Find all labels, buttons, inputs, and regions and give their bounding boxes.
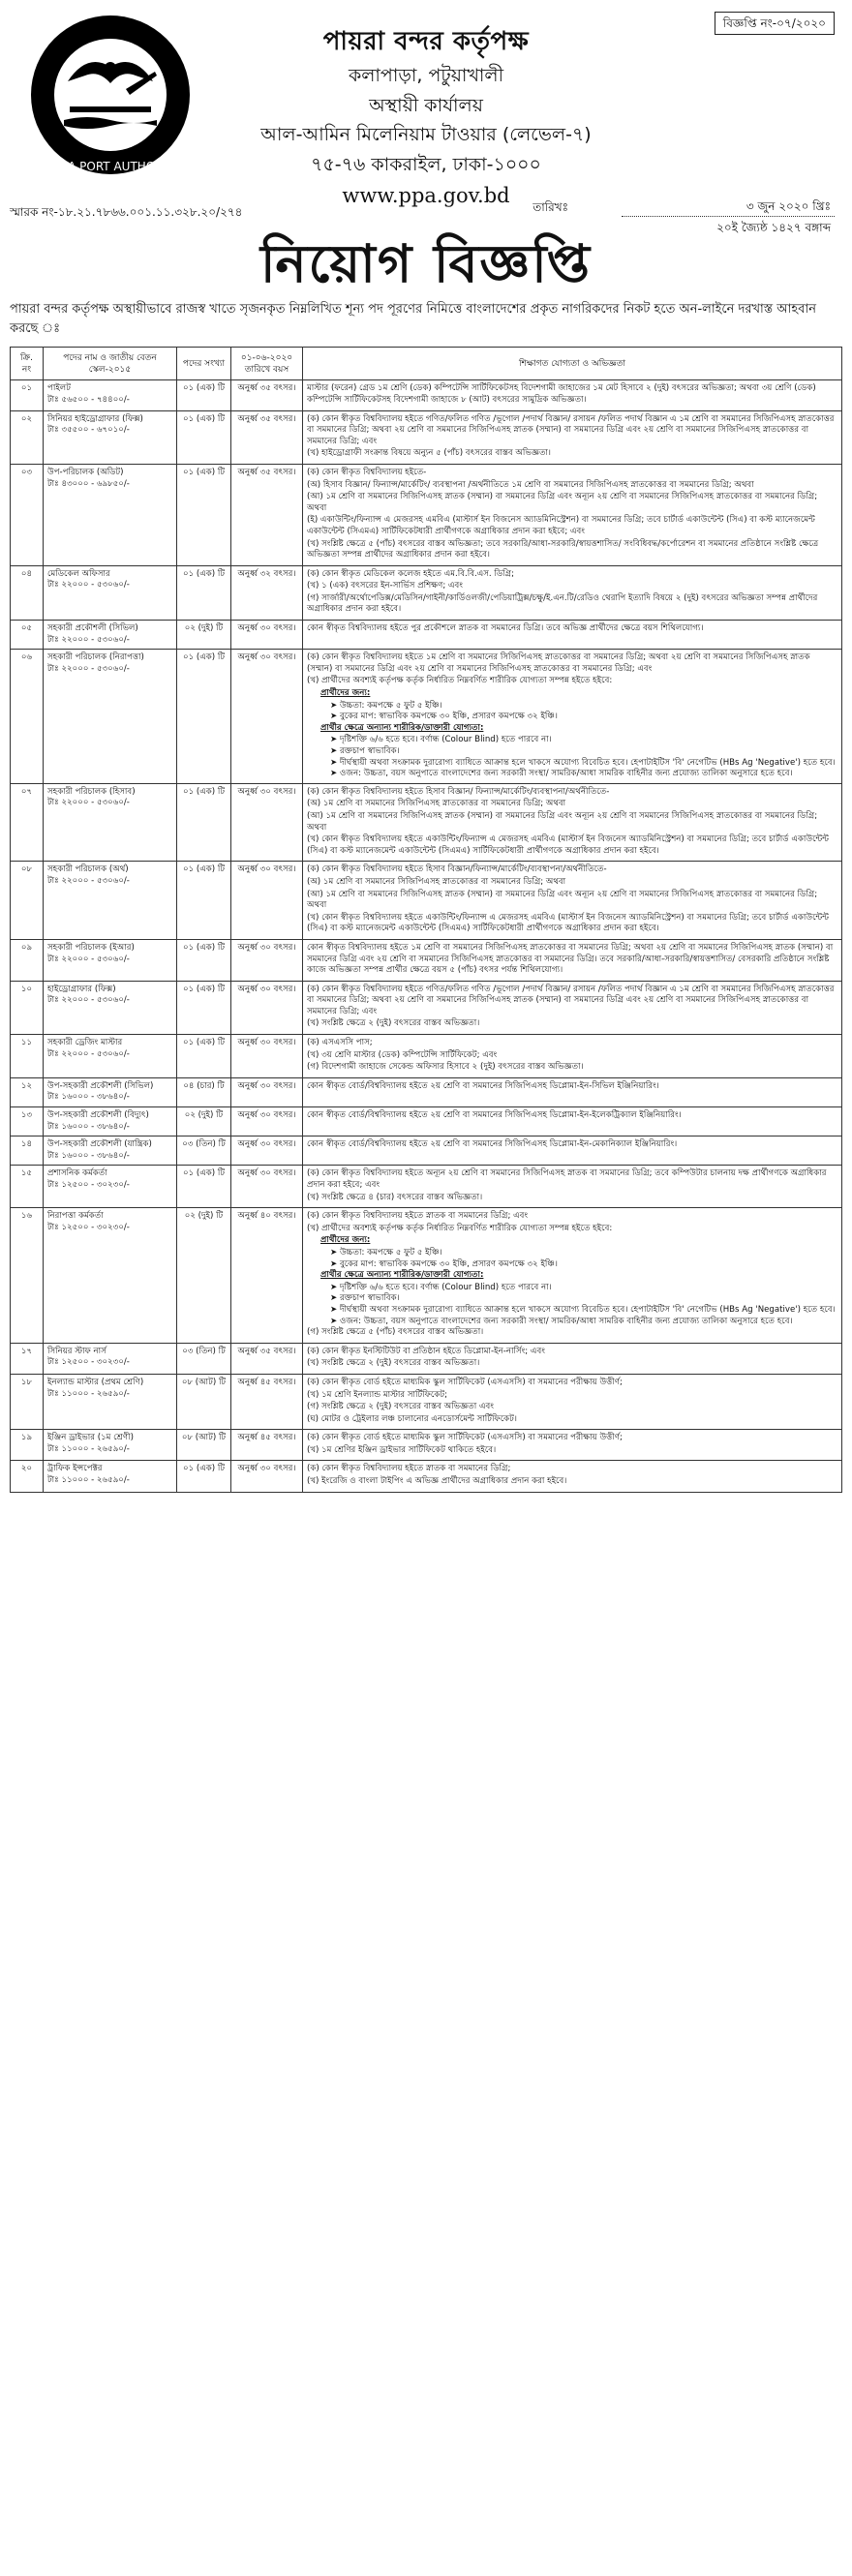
post-count-cell: ০১ (এক) টি	[177, 862, 231, 940]
qualification-line: (অ) ১ম শ্রেণি বা সমমানের সিজিপিএসহ স্নাতকোত্তর বা সমমানের ডিগ্রি; অথবা	[307, 799, 566, 809]
qualification-line: (খ) সংশ্লিষ্ট ক্ষেত্রে ৫ (পাঁচ) বৎসরের বাস্তব অভিজ্ঞতা; তবে সরকারি/আধা-সরকারি/স্বায়ত্তশাসিত/ সংবিধিবদ্ধ/কর্পোরেশন বা সমমানের প্রতিষ্ঠানে সংশ্লিষ্ট ক্ষেত্রে অভিজ্ঞতা সম্পন্ন প্রার্থীদের অগ্রাধিকার প্রদান করা হইবে।	[307, 538, 819, 561]
qualification-cell	[303, 464, 842, 565]
age-limit-cell: অনুর্ধ্ব ৩০ বৎসর।	[231, 1166, 303, 1208]
post-name: সিনিয়র স্টাফ নার্স	[47, 1346, 106, 1356]
serial-cell: ০৮	[11, 862, 44, 940]
age-limit-cell: অনুর্ধ্ব ৩২ বৎসর।	[231, 565, 303, 620]
org-location: কলাপাড়া, পটুয়াখালী	[348, 65, 504, 87]
qualification-line: (গ) সংশ্লিষ্ট ক্ষেত্রে ২ (দুই) বৎসরের বাস্তব অভিজ্ঞতা এবং	[307, 1402, 494, 1412]
qualification-line: (ক) কোন স্বীকৃত বিশ্ববিদ্যালয় হইতে স্নাতক বা সমমানের ডিগ্রি;	[307, 1464, 511, 1474]
table-row	[11, 939, 842, 981]
qualification-line: (ক) কোন স্বীকৃত বিশ্ববিদ্যালয় হইতে গণিত/ফলিত গণিত /ভূগোল /পদার্থ বিজ্ঞান/ রসায়ন /ফলিত পদার্থ বিজ্ঞান এ ১ম শ্রেণি বা সমমানের সিজিপিএসহ স্নাতকোত্তর বা সমমানের ডিগ্রি; অথবা ২য় শ্রেণি বা সমমানের সিজিপিএসহ স্নাতক (সম্মান) বা সমমানের ডিগ্রি এবং ২য় শ্রেণি বা সমমানের সিজিপিএসহ স্নাতকোত্তর বা সমমানের ডিগ্রি; এবং	[307, 413, 835, 446]
pay-scale: টাঃ ১৬০০০ - ৩৮৬৪০/-	[47, 1150, 130, 1161]
organization-block	[10, 25, 842, 209]
requirement-list	[307, 1248, 837, 1270]
logo-text: PAYRA PORT AUTHORITY	[40, 160, 181, 173]
table-row	[11, 1374, 842, 1429]
qualification-cell	[303, 783, 842, 862]
age-limit-cell: অনুর্ধ্ব ৩০ বৎসর।	[231, 1077, 303, 1106]
qualification-line: (আ) ১ম শ্রেণি বা সমমানের সিজিপিএসহ স্নাতক (সম্মান) বা সমমানের ডিগ্রি এবং অন্যূন ২য় শ্রেণি বা সমমানের সিজিপিএসহ স্নাতকোত্তর বা সমমানের ডিগ্রি; অথবা	[307, 492, 818, 513]
qualification-line: (গ) সার্জারী/অর্থোপেডিক্স/মেডিসিন/গাইনী/কার্ডিওলজী/পেডিয়াট্রিক্স/চক্ষু/ই.এন.টি/রেডিও থেরাপি ইত্যাদি বিষয়ে ২ (দুই) বৎসরের অভিজ্ঞতা সম্পন্ন প্রার্থীদের অগ্রাধিকার প্রদান করা হইবে।	[307, 592, 818, 615]
qualification-line: (ক) কোন স্বীকৃত বিশ্ববিদ্যালয় হইতে হিসাব বিজ্ঞান/ ফিন্যান্স/মার্কেটিং/ব্যবস্থাপনা/অর্থনীতিতে-	[307, 786, 610, 797]
age-limit-cell: অনুর্ধ্ব ৪০ বৎসর।	[231, 1208, 303, 1344]
pay-scale: টাঃ ১২৫০০ - ৩০২৩০/-	[47, 1222, 130, 1232]
qualification-line: কোন স্বীকৃত বোর্ড/বিশ্ববিদ্যালয় হইতে ২য় শ্রেণি বা সমমানের সিজিপিএসহ ডিপ্লোমা-ইন-সিভিল ইঞ্জিনিয়ারিং।	[307, 1080, 659, 1091]
pay-scale: টাঃ ৫৬৫০০ - ৭৪৪০০/-	[47, 394, 130, 405]
qualification-cell	[303, 1343, 842, 1374]
pay-scale: টাঃ ১৬০০০ - ৩৮৬৪০/-	[47, 1092, 130, 1103]
table-row	[11, 650, 842, 784]
qualification-cell	[303, 1136, 842, 1166]
serial-cell: ০৫	[11, 621, 44, 650]
serial-cell: ১৪	[11, 1136, 44, 1166]
post-cell	[44, 1107, 177, 1136]
qualification-line: (ক) কোন স্বীকৃত বোর্ড হইতে মাধ্যমিক স্কুল সার্টিফিকেট (এসএসসি) বা সমমানের পরীক্ষায় উত্তীর্ণ;	[307, 1377, 623, 1387]
org-name: পায়রা বন্দর কর্তৃপক্ষ	[322, 27, 530, 56]
qualification-cell	[303, 1430, 842, 1461]
requirement-item: ➤ দীর্ঘস্থায়ী অথবা সংক্রামক দুরারোগ্য ব্যাধিতে আক্রান্ত হলে খাকসে অযোগ্য বিবেচিত হবে। হেপাটাইটিস 'বি' নেগেটিভ (HBs Ag 'Negative') হতে হবে।	[330, 758, 837, 770]
requirement-item: ➤ দীর্ঘস্থায়ী অথবা সংক্রামক দুরারোগ্য ব্যাধিতে আক্রান্ত হলে খাকসে অযোগ্য বিবেচিত হবে। হেপাটাইটিস 'বি' নেগেটিভ (HBs Ag 'Negative') হতে হবে।	[330, 1305, 837, 1317]
org-address: ৭৫-৭৬ কাকরাইল, ঢাকা-১০০০	[311, 154, 541, 176]
serial-cell: ১২	[11, 1077, 44, 1106]
post-cell	[44, 783, 177, 862]
serial-cell: ০৯	[11, 939, 44, 981]
requirement-item: ➤ রক্তচাপ স্বাভাবিক।	[330, 1293, 837, 1305]
requirement-subheading: প্রার্থীর ক্ষেত্রে অন্যান্য শারীরিক/ডাক্তারী যোগ্যতা:	[320, 722, 484, 733]
post-count-cell: ০২ (দুই) টি	[177, 1107, 231, 1136]
qualification-line: মাস্টার (ফরেন) গ্রেড ১ম শ্রেণি (ডেক) কম্পিটেন্সি সার্টিফিকেটসহ বিদেশগামী জাহাজের ১ম মেট হিসাবে ২ (দুই) বৎসরের অভিজ্ঞতা; অথবা ৩য় শ্রেণি (ডেক) কম্পিটেন্সি সার্টিফিকেটসহ বিদেশগামী জাহাজে ৮ (আট) বৎসরের সামুদ্রিক অভিজ্ঞতা।	[307, 383, 816, 405]
qualification-line: (ক) কোন স্বীকৃত বিশ্ববিদ্যালয় হইতে স্নাতক বা সমমানের ডিগ্রি; এবং	[307, 1211, 529, 1222]
serial-cell: ১৮	[11, 1374, 44, 1429]
post-count-cell: ০১ (এক) টি	[177, 464, 231, 565]
qualification-line: (অ) ১ম শ্রেণি বা সমমানের সিজিপিএসহ স্নাতকোত্তর বা সমমানের ডিগ্রি; অথবা	[307, 876, 566, 887]
table-row	[11, 1208, 842, 1344]
requirement-list	[307, 1283, 837, 1327]
qualification-line: (আ) ১ম শ্রেণি বা সমমানের সিজিপিএসহ স্নাতক (সম্মান) বা সমমানের ডিগ্রি এবং অন্যূন ২য় শ্রেণি বা সমমানের সিজিপিএসহ স্নাতকোত্তর বা সমমানের ডিগ্রি; অথবা	[307, 810, 818, 833]
col-header-count: পদের সংখ্যা	[177, 348, 231, 380]
table-row	[11, 380, 842, 410]
age-limit-cell: অনুর্ধ্ব ৩০ বৎসর।	[231, 981, 303, 1034]
post-count-cell: ০২ (দুই) টি	[177, 1208, 231, 1344]
post-count-cell: ০৩ (তিন) টি	[177, 1343, 231, 1374]
col-header-age: ০১-০৬-২০২০ তারিখে বয়স	[231, 348, 303, 380]
post-count-cell: ০১ (এক) টি	[177, 1461, 231, 1492]
age-limit-cell: অনুর্ধ্ব ৩৫ বৎসর।	[231, 1343, 303, 1374]
table-row	[11, 621, 842, 650]
requirement-item: ➤ বুকের মাপ: স্বাভাবিক কমপক্ষে ৩০ ইঞ্চি, প্রসারণ কমপক্ষে ৩২ ইঞ্চি।	[330, 1259, 837, 1271]
pay-scale: টাঃ ২২০০০ - ৫৩০৬০/-	[47, 1048, 130, 1059]
age-limit-cell: অনুর্ধ্ব ৩০ বৎসর।	[231, 939, 303, 981]
table-row	[11, 464, 842, 565]
qualification-line: (ক) কোন স্বীকৃত বোর্ড হইতে মাধ্যমিক স্কুল সার্টিফিকেট (এসএসসি) বা সমমানের পরীক্ষায় উত্তীর্ণ;	[307, 1433, 623, 1443]
pay-scale: টাঃ ১২৫০০ - ৩০২৩০/-	[47, 1357, 130, 1368]
requirement-list	[307, 735, 837, 779]
post-name: সহকারী প্রকৌশলী (সিভিল)	[47, 623, 138, 634]
qualification-line: (ক) কোন স্বীকৃত ইনস্টিটিউট বা প্রতিষ্ঠান হইতে ডিপ্লোমা-ইন-নার্সিং; এবং	[307, 1346, 545, 1356]
age-limit-cell: অনুর্ধ্ব ৩৫ বৎসর।	[231, 410, 303, 464]
qualification-line: (ক) কোন স্বীকৃত বিশ্ববিদ্যালয় হইতে হিসাব বিজ্ঞান/ফিন্যান্স/মার্কেটিং/ব্যবস্থাপনা/অর্থনীতিতে-	[307, 864, 607, 875]
post-name: সহকারী ড্রেজিং মাস্টার	[47, 1038, 123, 1048]
post-cell	[44, 862, 177, 940]
requirement-item: ➤ দৃষ্টিশক্তি ৬/৬ হতে হবে। বর্ণান্ধ (Colour Blind) হতে পারবে না।	[330, 1283, 837, 1294]
post-count-cell: ০১ (এক) টি	[177, 783, 231, 862]
qualification-line: (খ) প্রার্থীদের অবশ্যই কর্তৃপক্ষ কর্তৃক নির্ধারিত নিম্নবর্ণিত শারীরিক যোগ্যতা সম্পন্ন হইতে হইবে:	[307, 676, 613, 686]
post-name: ইনল্যান্ড মাস্টার (প্রথম শ্রেণি)	[47, 1377, 144, 1387]
qualification-line: (খ) হাইড্রোগ্রাফী সংক্রান্ত বিষয়ে অন্যুন ৫ (পাঁচ) বৎসরের বাস্তব অভিজ্ঞতা।	[307, 448, 551, 459]
post-name: সহকারী পরিচালক (ইআর)	[47, 942, 135, 953]
serial-cell: ০৬	[11, 650, 44, 784]
post-count-cell: ০৪ (চার) টি	[177, 1077, 231, 1106]
qualification-cell	[303, 650, 842, 784]
qualification-line: কোন স্বীকৃত বোর্ড/বিশ্ববিদ্যালয় হইতে ২য় শ্রেণি বা সমমানের সিজিপিএসহ ডিপ্লোমা-ইন-ইলেকট্রিক্যাল ইঞ্জিনিয়ারিং।	[307, 1110, 682, 1121]
qualification-line: (খ) সংশ্লিষ্ট ক্ষেত্রে ৪ (চার) বৎসরের বাস্তব অভিজ্ঞতা।	[307, 1192, 483, 1202]
qualification-line: (খ) সংশ্লিষ্ট ক্ষেত্রে ২ (দুই) বৎসরের বাস্তব অভিজ্ঞতা।	[307, 1018, 480, 1029]
qualification-cell	[303, 380, 842, 410]
qualification-line: (ক) এসএসসি পাস;	[307, 1038, 373, 1048]
post-cell	[44, 1430, 177, 1461]
requirement-list	[307, 701, 837, 723]
post-cell	[44, 1077, 177, 1106]
post-count-cell: ০১ (এক) টি	[177, 981, 231, 1034]
requirement-item: ➤ দৃষ্টিশক্তি ৬/৬ হতে হবে। বর্ণান্ধ (Colour Blind) হতে পারবে না।	[330, 735, 837, 746]
pay-scale: টাঃ ২২০০০ - ৫৩০৬০/-	[47, 634, 130, 645]
post-count-cell: ০১ (এক) টি	[177, 410, 231, 464]
serial-cell: ১৬	[11, 1208, 44, 1344]
org-website[interactable]: www.ppa.gov.bd	[342, 183, 510, 207]
age-limit-cell: অনুর্ধ্ব ৩৫ বৎসর।	[231, 464, 303, 565]
post-cell	[44, 981, 177, 1034]
pay-scale: টাঃ ২২০০০ - ৫৩০৬০/-	[47, 995, 130, 1006]
post-count-cell: ০৩ (তিন) টি	[177, 1136, 231, 1166]
table-row	[11, 981, 842, 1034]
post-cell	[44, 1166, 177, 1208]
date-gregorian: ৩ জুন ২০২০ খ্রিঃ	[622, 197, 835, 217]
requirement-item: ➤ বুকের মাপ: স্বাভাবিক কমপক্ষে ৩০ ইঞ্চি, প্রসারণ কমপক্ষে ৩২ ইঞ্চি।	[330, 712, 837, 723]
post-name: প্রশাসনিক কর্মকর্তা	[47, 1168, 107, 1179]
age-limit-cell: অনুর্ধ্ব ৩০ বৎসর।	[231, 1107, 303, 1136]
post-count-cell: ০১ (এক) টি	[177, 1166, 231, 1208]
qualification-line: (ক) কোন স্বীকৃত বিশ্ববিদ্যালয় হইতে গণিত/ফলিত গণিত /ভূগোল /পদার্থ বিজ্ঞান/ রসায়ন /ফলিত পদার্থ বিজ্ঞান এ ১ম শ্রেণি বা সমমানের সিজিপিএসহ স্নাতকোত্তর বা সমমানের ডিগ্রি; অথবা ২য় শ্রেণি বা সমমানের সিজিপিএসহ স্নাতক (সম্মান) বা সমমানের ডিগ্রি এবং ২য় শ্রেণি বা সমমানের সিজিপিএসহ স্নাতকোত্তর বা সমমানের ডিগ্রি; এবং	[307, 984, 835, 1016]
qualification-line: (ক) কোন স্বীকৃত বিশ্ববিদ্যালয় হইতে অন্যূন ২য় শ্রেণি বা সমমানের সিজিপিএসহ স্নাতক বা সমমানের ডিগ্রি; তবে কম্পিউটার চালনায় দক্ষ প্রার্থীগণকে অগ্রাধিকার প্রদান করা হইবে; এবং	[307, 1168, 827, 1190]
qualification-line: কোন স্বীকৃত বোর্ড/বিশ্ববিদ্যালয় হইতে ২য় শ্রেণি বা সমমানের সিজিপিএসহ ডিপ্লোমা-ইন-মেকানিক্যাল ইঞ্জিনিয়ারিং।	[307, 1139, 678, 1150]
col-header-serial: ক্রি. নং	[11, 348, 44, 380]
org-office: অস্থায়ী কার্যালয়	[369, 94, 483, 116]
qualification-cell	[303, 410, 842, 464]
post-count-cell: ০১ (এক) টি	[177, 939, 231, 981]
post-cell	[44, 1136, 177, 1166]
pay-scale: টাঃ ১১০০০ - ২৬৫৯০/-	[47, 1475, 130, 1486]
qualification-line: (খ) কোন স্বীকৃত বিশ্ববিদ্যালয় হইতে একাউন্টিং/ফিন্যান্স এ মেজরসহ এমবিএ (মাস্টার্স ইন বিজনেস অ্যাডমিনিস্ট্রেশন) বা সমমানের ডিগ্রি; তবে চার্টার্ড একাউন্টেন্ট (সিএ) বা কস্ট ম্যানেজমেন্ট একাউন্টেন্ট (সিএমএ) সার্টিফিকেটধারী প্রার্থীগণকে অগ্রাধিকার প্রদান করা হইবে।	[307, 912, 830, 934]
post-cell	[44, 650, 177, 784]
pay-scale: টাঃ ১১০০০ - ২৬৫৯০/-	[47, 1443, 130, 1454]
post-name: পাইলট	[47, 383, 71, 394]
qualification-cell	[303, 1077, 842, 1106]
date-block	[532, 197, 835, 238]
serial-cell: ১৭	[11, 1343, 44, 1374]
requirement-item: ➤ উচ্চতা: কমপক্ষে ৫ ফুট ৫ ইঞ্চি।	[330, 1248, 837, 1259]
page-title: নিয়োগ বিজ্ঞপ্তি	[259, 233, 593, 294]
memo-number: স্মারক নং-১৮.২১.৭৮৬৬.০০১.১১.৩২৮.২০/২৭৪	[10, 205, 243, 219]
post-count-cell: ০২ (দুই) টি	[177, 621, 231, 650]
qualification-line: (খ) প্রার্থীদের অবশ্যই কর্তৃপক্ষ কর্তৃক নির্ধারিত নিম্নবর্ণিত শারীরিক যোগ্যতা সম্পন্ন হইতে হইবে:	[307, 1223, 613, 1233]
qualification-cell	[303, 1166, 842, 1208]
post-cell	[44, 1035, 177, 1078]
qualification-line: (খ) ১ (এক) বৎসরের ইন-সার্ভিস প্রশিক্ষণ; এবং	[307, 581, 463, 591]
post-name: উপ-সহকারী প্রকৌশলী (বিদ্যুৎ)	[47, 1110, 149, 1121]
table-row	[11, 565, 842, 620]
qualification-line: (ক) কোন স্বীকৃত বিশ্ববিদ্যালয় হইতে-	[307, 467, 427, 477]
age-limit-cell: অনুর্ধ্ব ৩০ বৎসর।	[231, 621, 303, 650]
post-name: নিরাপত্তা কর্মকর্তা	[47, 1211, 104, 1222]
post-name: সহকারী পরিচালক (অর্থ)	[47, 864, 129, 875]
post-name: উপ-পরিচালক (অডিট)	[47, 467, 124, 477]
table-row	[11, 783, 842, 862]
post-name: ইঞ্জিন ড্রাইভার (১ম শ্রেণী)	[47, 1433, 134, 1443]
table-row	[11, 1107, 842, 1136]
post-count-cell: ০১ (এক) টি	[177, 1035, 231, 1078]
table-header-row	[11, 348, 842, 380]
qualification-line: (খ) ১ম শ্রেণি ইনল্যান্ড মাস্টার সার্টিফিকেট;	[307, 1389, 447, 1400]
qualification-line: (ক) কোন স্বীকৃত মেডিকেল কলেজ হইতে এম.বি.বি.এস. ডিগ্রি;	[307, 568, 514, 579]
qualification-line: কোন স্বীকৃত বিশ্ববিদ্যালয় হইতে ১ম শ্রেণি বা সমমানের সিজিপিএসহ স্নাতকোত্তর বা সমমানের ডিগ্রি; অথবা ২য় শ্রেণি বা সমমানের সিজিপিএসহ স্নাতক (সম্মান) বা সমমানের ডিগ্রি এবং ২য় শ্রেণি বা সমমানের সিজিপিএসহ স্নাতকোত্তর বা সমমানের ডিগ্রি। তবে সরকারি/আধা-সরকারি/স্বায়ত্তশাসিত/ বেসরকারি প্রতিষ্ঠানে সংশ্লিষ্ট কাজে অভিজ্ঞতা সম্পন্ন প্রার্থীর ক্ষেত্রে বয়স ৫ (পাঁচ) বৎসর পর্যন্ত শিথিলযোগ্য।	[307, 942, 834, 976]
table-row	[11, 862, 842, 940]
post-cell	[44, 1208, 177, 1344]
qualification-line: (ই) একাউন্টিং/ফিন্যান্স এ মেজরসহ এমবিএ (মাস্টার্স ইন বিজনেস অ্যাডমিনিস্ট্রেশন) বা সমমানের ডিগ্রি; তবে চার্টার্ড একাউন্টেন্ট (সিএ) বা কস্ট ম্যানেজমেন্ট একাউন্টেন্ট (সিএমএ) সার্টিফিকেটধারী প্রার্থীগণকে অগ্রাধিকার প্রদান করা হইবে; এবং	[307, 515, 815, 536]
intro-text: পায়রা বন্দর কর্তৃপক্ষ অস্থায়ীভাবে রাজস্ব খাতে সৃজনকৃত নিম্নলিখিত শূন্য পদ পূরণের নিমিত্তে বাংলাদেশের প্রকৃত নাগরিকদের নিকট হতে অন-লাইনে দরখাস্ত আহবান করছে ঃ	[10, 302, 817, 337]
post-cell	[44, 410, 177, 464]
qualification-line: (গ) বিদেশগামী জাহাজে সেকেন্ড অফিসার হিসাবে ২ (দুই) বৎসরের বাস্তব অভিজ্ঞতা।	[307, 1062, 584, 1073]
qualification-cell	[303, 1461, 842, 1492]
serial-cell: ০৪	[11, 565, 44, 620]
pay-scale: টাঃ ১২৫০০ - ৩০২৩০/-	[47, 1180, 130, 1190]
table-row	[11, 1343, 842, 1374]
serial-cell: ০৩	[11, 464, 44, 565]
post-count-cell: ০১ (এক) টি	[177, 380, 231, 410]
age-limit-cell: অনুর্ধ্ব ৩০ বৎসর।	[231, 650, 303, 784]
requirement-item: ➤ উচ্চতা: কমপক্ষে ৫ ফুট ৫ ইঞ্চি।	[330, 701, 837, 712]
age-limit-cell: অনুর্ধ্ব ৩০ বৎসর।	[231, 1035, 303, 1078]
post-cell	[44, 565, 177, 620]
qualification-line: (খ) ৩য় শ্রেণি মাস্টার (ডেক) কম্পিটেন্সি সার্টিফিকেট; এবং	[307, 1049, 498, 1060]
post-count-cell: ০১ (এক) টি	[177, 650, 231, 784]
pay-scale: টাঃ ৩৫৫০০ - ৬৭০১০/-	[47, 425, 130, 436]
qualification-cell	[303, 939, 842, 981]
qualification-cell	[303, 1208, 842, 1344]
post-cell	[44, 1374, 177, 1429]
post-name: সিনিয়র হাইড্রোগ্রাফার (ফিক্স)	[47, 413, 143, 424]
post-name: ট্রাফিক ইন্সপেক্টর	[47, 1464, 103, 1474]
date-label: তারিখঃ	[532, 200, 568, 214]
age-limit-cell: অনুর্ধ্ব ৩০ বৎসর।	[231, 862, 303, 940]
table-row	[11, 1136, 842, 1166]
col-header-qualification: শিক্ষাগত যোগ্যতা ও অভিজ্ঞতা	[303, 348, 842, 380]
qualification-line: (খ) কোন স্বীকৃত বিশ্ববিদ্যালয় হইতে একাউন্টিং/ফিন্যান্স এ মেজরসহ এমবিএ (মাস্টার্স ইন বিজনেস অ্যাডমিনিস্ট্রেশন) বা সমমানের ডিগ্রি; তবে চার্টার্ড একাউন্টেন্ট (সিএ) বা কস্ট ম্যানেজমেন্ট একাউন্টেন্ট (সিএমএ) সার্টিফিকেটধারী প্রার্থীগণকে অগ্রাধিকার প্রদান করা হইবে।	[307, 834, 830, 856]
serial-cell: ০১	[11, 380, 44, 410]
pay-scale: টাঃ ২২০০০ - ৫৩০৬০/-	[47, 663, 130, 674]
qualification-line: (অ) হিসাব বিজ্ঞান/ ফিন্যান্স/মার্কেটিং/ ব্যবস্থাপনা /অর্থনীতিতে ১ম শ্রেণি বা সমমানের সিজিপিএসহ স্নাতকোত্তর বা সমমানের ডিগ্রি; অথবা	[307, 479, 754, 490]
qualification-cell	[303, 1107, 842, 1136]
post-name: সহকারী পরিচালক (নিরাপত্তা)	[47, 652, 144, 663]
age-limit-cell: অনুর্ধ্ব ৩০ বৎসর।	[231, 1461, 303, 1492]
qualification-line: (ঘ) মোটর ও ট্রেইলার লঞ্চ চালানোর এনডোর্সমেন্ট সার্টিফিকেট।	[307, 1413, 517, 1424]
post-name: হাইড্রোগ্রাফার (ফিক্স)	[47, 984, 116, 994]
post-cell	[44, 380, 177, 410]
serial-cell: ১১	[11, 1035, 44, 1078]
post-cell	[44, 1343, 177, 1374]
qualification-line: (আ) ১ম শ্রেণি বা সমমানের সিজিপিএসহ স্নাতক (সম্মান) বা সমমানের ডিগ্রি এবং অন্যূন ২য় শ্রেণি বা সমমানের সিজিপিএসহ স্নাতকোত্তর বা সমমানের ডিগ্রি; অথবা	[307, 889, 818, 911]
table-row	[11, 1430, 842, 1461]
pay-scale: টাঃ ২২০০০ - ৫৩০৬০/-	[47, 580, 130, 591]
qualification-cell	[303, 862, 842, 940]
post-cell	[44, 464, 177, 565]
age-limit-cell: অনুর্ধ্ব ৪৫ বৎসর।	[231, 1374, 303, 1429]
col-header-post: পদের নাম ও জাতীয় বেতন স্কেল-২০১৫	[44, 348, 177, 380]
serial-cell: ০২	[11, 410, 44, 464]
post-count-cell: ০৮ (আট) টি	[177, 1374, 231, 1429]
post-name: সহকারী পরিচালক (হিসাব)	[47, 786, 136, 797]
requirement-item: ➤ ওজন: উচ্চতা, বয়স অনুপাতে বাংলাদেশের জন্য সরকারী সংস্থা/ সামরিক/আধা সামরিক বাহিনীর জন্য প্রযোজ্য তালিকা অনুসারে হতে হবে।	[330, 769, 837, 780]
pay-scale: টাঃ ২২০০০ - ৫৩০৬০/-	[47, 798, 130, 808]
requirement-subheading: প্রার্থীদের জন্য:	[320, 688, 371, 699]
serial-cell: ১৫	[11, 1166, 44, 1208]
serial-cell: ১৩	[11, 1107, 44, 1136]
serial-cell: ১০	[11, 981, 44, 1034]
pay-scale: টাঃ ২২০০০ - ৫৩০৬০/-	[47, 954, 130, 964]
requirement-subheading: প্রার্থীদের জন্য:	[320, 1235, 371, 1246]
org-building: আল-আমিন মিলেনিয়াম টাওয়ার (লেভেল-৭)	[260, 124, 592, 146]
post-cell	[44, 939, 177, 981]
qualification-line: (খ) সংশ্লিষ্ট ক্ষেত্রে ২ (দুই) বৎসরের বাস্তব অভিজ্ঞতা।	[307, 1358, 480, 1369]
age-limit-cell: অনুর্ধ্ব ৩০ বৎসর।	[231, 1136, 303, 1166]
table-row	[11, 1166, 842, 1208]
qualification-line: (ক) কোন স্বীকৃত বিশ্ববিদ্যালয় হইতে ১ম শ্রেণি বা সমমানের সিজিপিএসহ স্নাতকোত্তর বা সমমানের ডিগ্রি; অথবা ২য় শ্রেণি বা সমমানের সিজিপিএসহ স্নাতক (সম্মান) বা সমমানের ডিগ্রি এবং ২য় শ্রেণি বা সমমানের সিজিপিএসহ স্নাতকোত্তর বা সমমানের ডিগ্রি; এবং	[307, 652, 810, 674]
qualification-line: কোন স্বীকৃত বিশ্ববিদ্যালয় হইতে পুর প্রকৌশলে স্নাতক বা সমমানের ডিগ্রি। তবে অভিজ্ঞ প্রার্থীদের ক্ষেত্রে বয়স শিথিলযোগ্য।	[307, 623, 704, 634]
pay-scale: টাঃ ৪৩০০০ - ৬৯৮৫০/-	[47, 478, 130, 489]
table-row	[11, 410, 842, 464]
pay-scale: টাঃ ২২০০০ - ৫৩০৬০/-	[47, 875, 130, 886]
post-name: উপ-সহকারী প্রকৌশলী (যান্ত্রিক)	[47, 1139, 152, 1150]
header	[10, 6, 842, 235]
requirement-item: ➤ ওজন: উচ্চতা, বয়স অনুপাতে বাংলাদেশের জন্য সরকারী সংস্থা/ সামরিক/আধা সামরিক বাহিনীর জন্য প্রযোজ্য তালিকা অনুসারে হতে হবে।	[330, 1317, 837, 1328]
notice-number: বিজ্ঞপ্তি নং-০৭/২০২০	[715, 12, 835, 35]
post-cell	[44, 621, 177, 650]
post-count-cell: ০১ (এক) টি	[177, 565, 231, 620]
post-cell	[44, 1461, 177, 1492]
pay-scale: টাঃ ১৬০০০ - ৩৮৬৪০/-	[47, 1121, 130, 1132]
qualification-cell	[303, 565, 842, 620]
qualification-line: (গ) সংশ্লিষ্ট ক্ষেত্রে ৫ (পাঁচ) বৎসরের বাস্তব অভিজ্ঞতা।	[307, 1327, 484, 1338]
requirement-item: ➤ রক্তচাপ স্বাভাবিক।	[330, 746, 837, 758]
pay-scale: টাঃ ১১০০০ - ২৬৫৯০/-	[47, 1388, 130, 1399]
qualification-line: (খ) ইংরেজি ও বাংলা টাইপিং এ অভিজ্ঞ প্রার্থীদের অগ্রাধিকার প্রদান করা হইবে।	[307, 1476, 567, 1487]
vacancy-table	[10, 347, 842, 1492]
serial-cell: ০৭	[11, 783, 44, 862]
table-row	[11, 1035, 842, 1078]
table-row	[11, 1077, 842, 1106]
requirement-subheading: প্রার্থীর ক্ষেত্রে অন্যান্য শারীরিক/ডাক্তারী যোগ্যতা:	[320, 1270, 484, 1281]
serial-cell: ২০	[11, 1461, 44, 1492]
qualification-cell	[303, 981, 842, 1034]
qualification-cell	[303, 1035, 842, 1078]
age-limit-cell: অনুর্ধ্ব ৩০ বৎসর।	[231, 783, 303, 862]
table-row	[11, 1461, 842, 1492]
age-limit-cell: অনুর্ধ্ব ৩৫ বৎসর।	[231, 380, 303, 410]
qualification-cell	[303, 621, 842, 650]
serial-cell: ১৯	[11, 1430, 44, 1461]
qualification-line: (খ) ১ম শ্রেণির ইঞ্জিন ড্রাইভার সার্টিফিকেট থাকিতে হইবে।	[307, 1444, 497, 1455]
date-bangla: ২০ই জ্যৈষ্ঠ ১৪২৭ বঙ্গাব্দ	[716, 221, 831, 235]
age-limit-cell: অনুর্ধ্ব ৪৫ বৎসর।	[231, 1430, 303, 1461]
qualification-cell	[303, 1374, 842, 1429]
post-count-cell: ০৮ (আট) টি	[177, 1430, 231, 1461]
post-name: মেডিকেল অফিসার	[47, 568, 110, 579]
post-name: উপ-সহকারী প্রকৌশলী (সিভিল)	[47, 1080, 154, 1091]
table-body	[11, 380, 842, 1492]
